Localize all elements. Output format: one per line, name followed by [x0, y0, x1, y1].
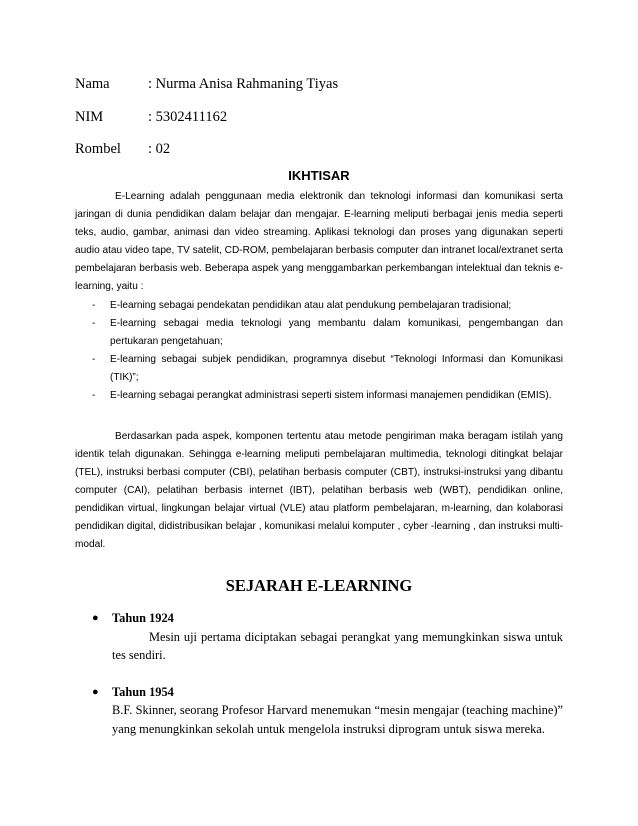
timeline-item	[75, 609, 563, 665]
timeline-item	[75, 683, 563, 739]
intro-paragraph: E-Learning adalah penggunaan media elektronik dan teknologi informasi dan komunikasi serta jaringan di dunia pendidikan dalam belajar dan mengajar. E-learning meliputi berbagai jenis media seperti teks, audio, gambar, animasi dan video streaming. Aplikasi teknologi dan proses yang digunakan seperti audio atau video tape, TV satelit, CD-ROM, pembelajaran berbasis computer dan intranet local/extranet serta pembelajaran berbasis web. Beberapa aspek yang menggambarkan perkembangan intelektual dan teknis e-learning, yaitu :	[75, 191, 563, 292]
list-item	[75, 351, 563, 387]
list-dash: -	[92, 354, 96, 365]
rombel-value: : 02	[148, 141, 171, 157]
list-item	[75, 387, 563, 405]
name-row	[75, 75, 338, 93]
list-item-text: E-learning sebagai media teknologi yang membantu dalam komunikasi, pengembangan dan pertukaran pengetahuan;	[110, 318, 563, 347]
list-item	[75, 315, 563, 351]
sejarah-heading: SEJARAH E-LEARNING	[225, 576, 413, 595]
list-item-text: E-learning sebagai pendekatan pendidikan atau alat pendukung pembelajaran tradisional;	[110, 300, 512, 311]
timeline-text: B.F. Skinner, seorang Profesor Harvard menemukan “mesin mengajar (teaching machine)” yang menungkinkan sekolah untuk mengelola instruksi diprogram untuk siswa mereka.	[112, 703, 563, 736]
name-value: : Nurma Anisa Rahmaning Tiyas	[148, 76, 339, 92]
rombel-label: Rombel	[75, 141, 121, 157]
list-item-text: E-learning sebagai perangkat administrasi seperti sistem informasi manajemen pendidikan (EMIS).	[110, 390, 552, 401]
nim-row	[75, 108, 227, 126]
bullet-icon: ●	[92, 612, 99, 624]
nim-label: NIM	[75, 109, 104, 125]
timeline-year: Tahun 1924	[112, 611, 174, 625]
ikhtisar-heading: IKHTISAR	[288, 168, 350, 183]
aspects-list	[75, 297, 563, 405]
list-item	[75, 297, 563, 315]
list-dash: -	[92, 390, 96, 401]
timeline-year: Tahun 1954	[112, 684, 174, 699]
nim-value: : 5302411162	[148, 109, 228, 125]
rombel-row	[75, 140, 170, 158]
name-label: Nama	[75, 76, 110, 92]
bullet-icon: ●	[92, 685, 99, 698]
list-dash: -	[92, 318, 96, 329]
list-item-text: E-learning sebagai subjek pendidikan, programnya disebut “Teknologi Informasi dan Komunikasi (TIK)”;	[110, 354, 563, 383]
second-paragraph: Berdasarkan pada aspek, komponen tertentu atau metode pengiriman maka beragam istilah yang identik telah digunakan. Sehingga e-learning meliputi pembelajaran multimedia, teknologi ditingkat belajar (TEL), instruksi berbasi computer (CBI), pelatihan berbasis computer (CBT), instruksi-instruksi yang dibantu computer (CAI), pelatihan berbasis internet (IBT), pelatihan berbasis web (WBT), pendidikan online, pendidikan virtual, lingkungan belajar virtual (VLE) atau platform pembelajaran, m-learning, dan kolaborasi pendidikan digital, didistribusikan belajar , komunikasi melalui komputer , cyber -learning , dan instruksi multi-modal.	[75, 431, 563, 550]
timeline-text: Mesin uji pertama diciptakan sebagai perangkat yang memungkinkan siswa untuk tes sendiri.	[112, 629, 563, 662]
list-dash: -	[92, 300, 96, 311]
timeline-list	[75, 609, 563, 738]
